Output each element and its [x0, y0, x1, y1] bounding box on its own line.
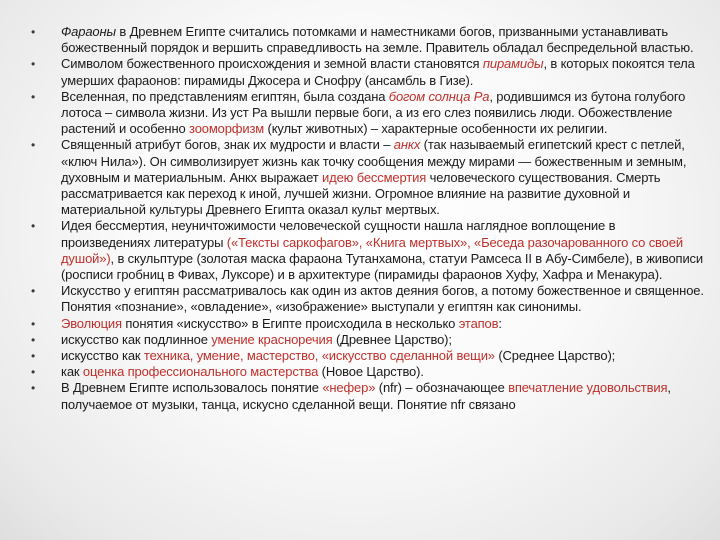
bullet-text: , в которых покоятся тела умерших фараонов: пирамиды Джосера и Снофру (ансамбль в Гизе).	[61, 56, 695, 88]
bullet-text: :	[498, 315, 502, 331]
bullet-item	[0, 332, 720, 348]
bullet-text: , в скульптуре (золотая маска фараона Тутанхамона, статуи Рамсеса II в Абу-Симбеле), в живописи (росписи гробниц в Фивах, Луксоре) и в архитектуре (пирамиды фараонов Хуфу, Хафра и Менакура).	[61, 250, 704, 283]
bullet-item	[0, 137, 720, 218]
bullet-text: как	[61, 364, 83, 380]
bullet-text: (Среднее Царство);	[494, 348, 616, 364]
bullet-item	[0, 218, 720, 283]
bullet-text: искусство как подлинное	[61, 331, 212, 347]
bullet-item	[0, 89, 720, 138]
bullet-item	[0, 364, 720, 380]
bullet-text: (nfr) – обозначающее	[375, 380, 509, 396]
highlighted-term: умение красноречия	[211, 331, 333, 347]
highlighted-term: пирамиды	[482, 56, 544, 72]
highlighted-term: «нефер»	[322, 380, 376, 396]
highlighted-term: впечатление удовольствия	[508, 380, 668, 396]
highlighted-term: Эволюция	[61, 315, 122, 331]
bullet-item	[0, 348, 720, 364]
bullet-text: (Древнее Царство);	[332, 331, 452, 347]
bullet-text: человеческого существования. Смерть рассматривается как переход к иной, лучшей жизни. Огромное влияние на развитие духовной и материальной культуры Древнего Египта оказал культ мертвых.	[61, 169, 661, 218]
bullet-text: Фараоны	[61, 24, 116, 39]
bullet-item	[0, 24, 720, 56]
bullet-item	[0, 56, 720, 88]
bullet-item	[0, 316, 720, 332]
bullet-list	[0, 24, 720, 413]
highlighted-term: техника, умение, мастерство, «искусство сделанной вещи»	[143, 348, 495, 364]
bullet-text: , родившимся из бутона голубого лотоса – символа жизни. Из уст Ра вышли первые боги, а из его слез появились люди. Обожествление растений и особенно	[61, 88, 686, 137]
bullet-text: Вселенная, по представлениям египтян, была создана	[61, 88, 389, 104]
bullet-text: Искусство у египтян рассматривалось как один из актов деяния богов, а потому божественное и священное. Понятия «познание», «овладение», «изображение» выступали у египтян как синонимы.	[61, 283, 704, 315]
bullet-item	[0, 380, 720, 412]
bullet-text: (так называемый египетский крест с петлей, «ключ Нила»). Он символизирует жизнь как точку сообщения между мирами — божественным и земным, духовным и материальным. Анкх выражает	[61, 137, 687, 185]
bullet-text: В Древнем Египте использовалось понятие	[61, 380, 323, 396]
bullet-text: искусство как	[61, 348, 144, 364]
bullet-text: понятия «искусство» в Египте происходила в несколько	[121, 315, 459, 331]
bullet-item	[0, 283, 720, 315]
bullet-text: Символом божественного происхождения и земной власти становятся	[61, 56, 483, 72]
highlighted-term: идею бессмертия	[322, 169, 427, 185]
bullet-text: (Новое Царство).	[318, 364, 424, 380]
bullet-text: Идея бессмертия, неуничтожимости человеческой сущности нашла наглядное воплощение в произведениях литературы	[61, 218, 616, 250]
highlighted-term: богом солнца Ра	[388, 88, 490, 104]
bullet-text: , получаемое от музыки, танца, искусно сделанной вещи. Понятие nfr связано	[61, 380, 671, 412]
bullet-text: в Древнем Египте считались потомками и наместниками богов, призванными устанавливать божественный порядок и вершить справедливость на земле. Правитель обладал беспредельной властью.	[61, 24, 694, 56]
highlighted-term: оценка профессионального мастерства	[82, 364, 319, 380]
bullet-text: Священный атрибут богов, знак их мудрости и власти –	[61, 137, 394, 153]
bullet-text: (культ животных) – характерные особенности их религии.	[264, 121, 608, 137]
highlighted-term: анкх	[393, 137, 421, 153]
highlighted-term: («Тексты саркофагов», «Книга мертвых», «Беседа разочарованного со своей душой»)	[61, 234, 683, 266]
highlighted-term: зооморфизм	[189, 121, 265, 137]
highlighted-term: этапов	[458, 315, 499, 331]
